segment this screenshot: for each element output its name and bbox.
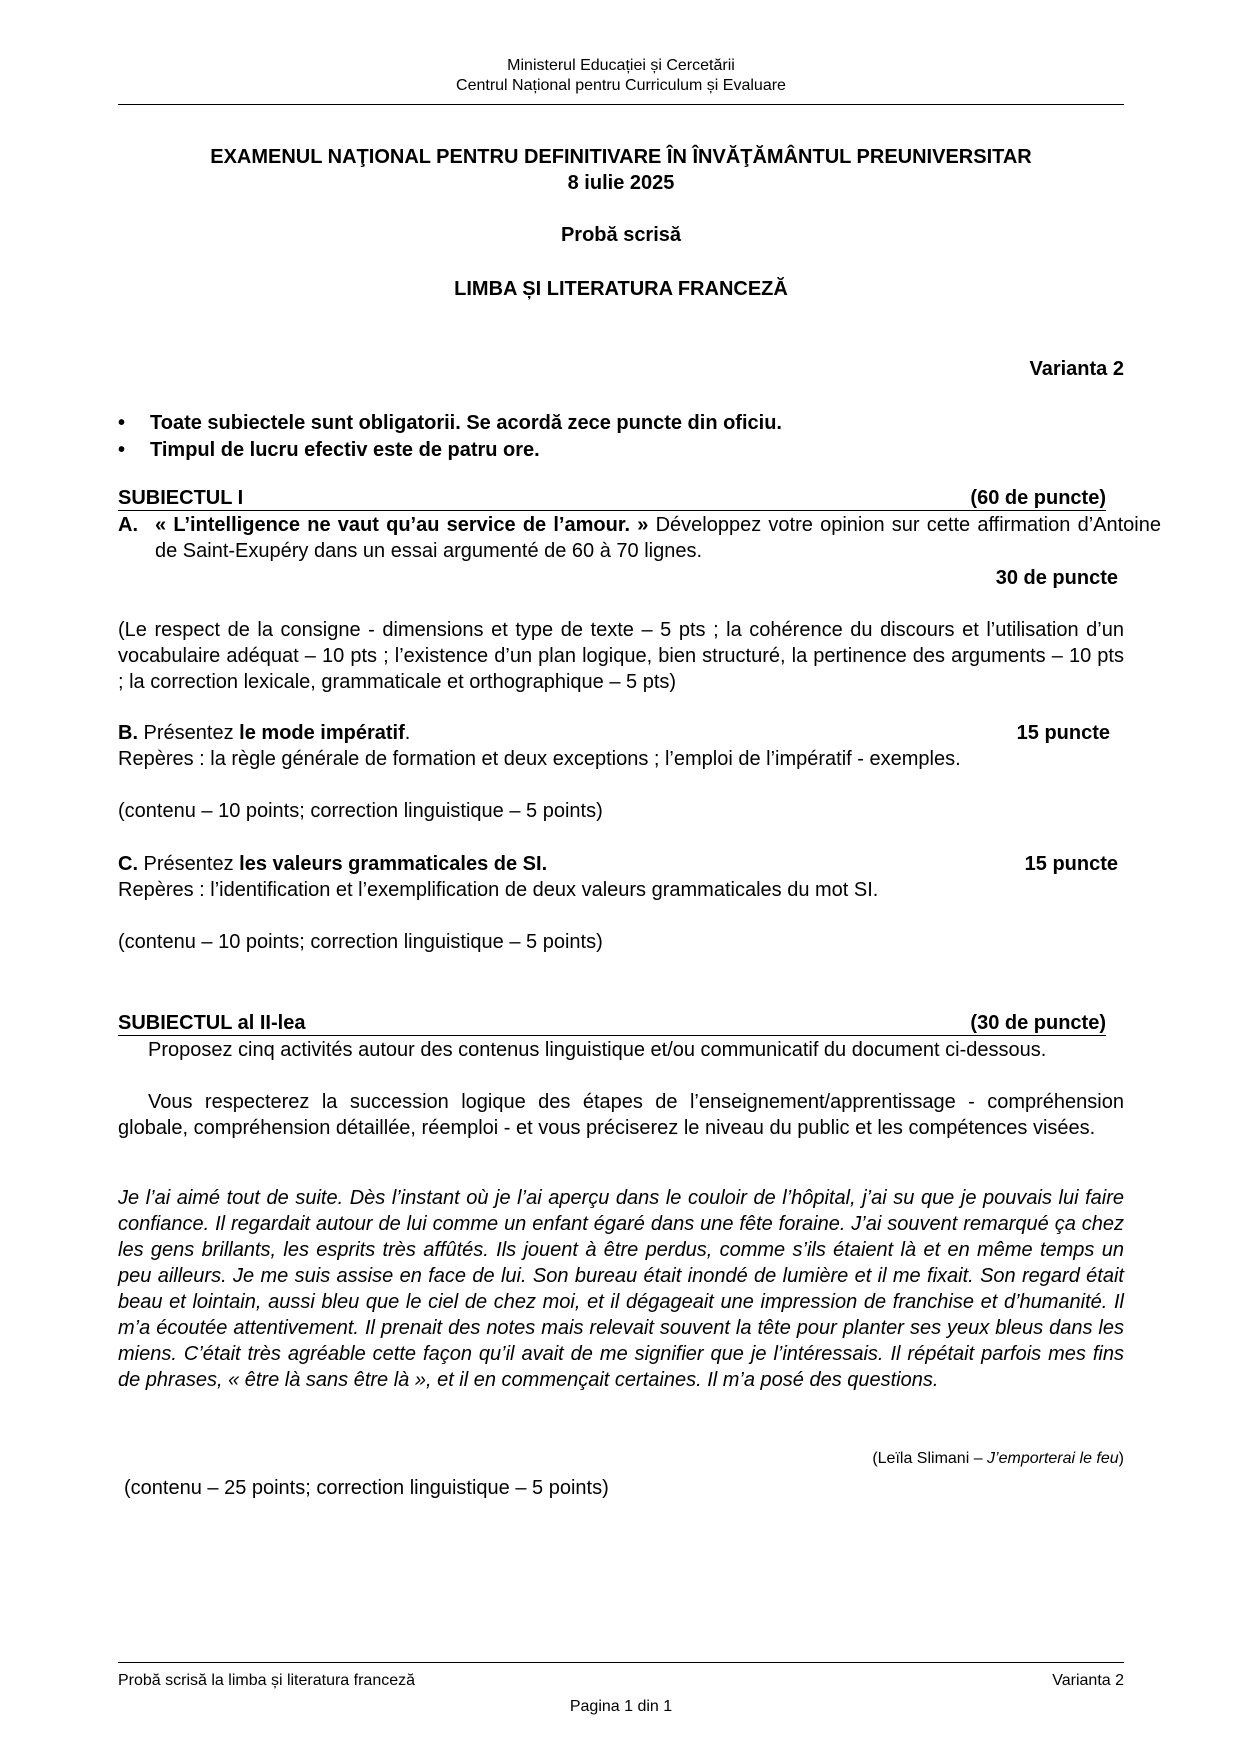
subject2-instruction-1: Proposez cinq activités autour des contenus linguistique et/ou communicatif du document ci-dessous.	[148, 1039, 1047, 1061]
exam-page	[118, 0, 1161, 1755]
footer-divider	[118, 1662, 1124, 1663]
ministry-name: Ministerul Educației și Cercetării	[507, 57, 735, 74]
rule-item: • Toate subiectele sunt obligatorii. Se acordă zece puncte din oficiu.	[118, 410, 782, 437]
subject1-points: (60 de puncte)	[970, 487, 1106, 509]
variant-label: Varianta 2	[1029, 358, 1124, 380]
footer-probe: Probă scrisă la limba și literatura franceză	[118, 1672, 416, 1689]
subject1-c-points: 15 puncte	[1024, 853, 1118, 875]
subject1-a-points: 30 de puncte	[995, 567, 1118, 589]
subject1-b-scoring: (contenu – 10 points; correction linguistique – 5 points)	[118, 800, 603, 822]
subject1-b-points: 15 puncte	[1016, 722, 1110, 744]
subject1-c-text: C. Présentez les valeurs grammaticales de SI.	[118, 853, 548, 875]
rule-item: • Timpul de lucru efectiv este de patru ore.	[118, 437, 782, 464]
subject1-c-reperes: Repères : l’identification et l’exemplification de deux valeurs grammaticales du mot SI.	[118, 879, 879, 901]
subject1-c-topic: les valeurs grammaticales de SI.	[239, 853, 548, 875]
subject2-heading	[118, 1010, 1106, 1036]
saint-exupery-quote: « L’intelligence ne vaut qu’au service de l’amour. »	[155, 514, 649, 536]
literary-excerpt: Je l’ai aimé tout de suite. Dès l’instant où je l’ai aperçu dans le couloir de l’hôpital, j’ai su que je pouvais lui faire confiance. Il regardait autour de lui comme un enfant égaré dans une fête foraine. J’ai souvent remarqué ça chez les gens brillants, les esprits très affûtés. Ils jouent à être perdus, comme s’ils étaient là et en même temps un peu ailleurs. Je me suis assise en face de lui. Son bureau était inondé de lumière et il me fixait. Son regard était beau et lointain, aussi bleu que le ciel de chez moi, et il dégageait une impression de franchise et d’humanité. Il m’a écoutée attentivement. Il prenait des notes mais relevait souvent la tête pour planter ses yeux bleus dans les miens. C’était très agréable cette façon qu’il avait de me signifier que je l’intéressais. Il répétait parfois mes fins de phrases, « être là sans être là », et il en commençait certaines. Il m’a posé des questions.	[118, 1187, 1124, 1391]
rules-list	[118, 410, 782, 464]
subject2-title: SUBIECTUL al II-lea	[118, 1012, 306, 1034]
subject1-heading	[118, 485, 1106, 511]
subject2-scoring: (contenu – 25 points; correction linguistique – 5 points)	[124, 1477, 609, 1499]
book-title: J’emporterai le feu	[987, 1450, 1119, 1467]
excerpt-source: (Leïla Slimani – J’emporterai le feu)	[872, 1450, 1124, 1467]
subject2-points: (30 de puncte)	[970, 1012, 1106, 1034]
footer-variant: Varianta 2	[1052, 1672, 1124, 1689]
subject1-b-reperes: Repères : la règle générale de formation et deux exceptions ; l’emploi de l’impératif - exemples.	[118, 748, 961, 770]
subject1-title: SUBIECTUL I	[118, 487, 244, 509]
subject-name: LIMBA ȘI LITERATURA FRANCEZĂ	[454, 278, 788, 300]
exam-date: 8 iulie 2025	[567, 172, 675, 194]
exam-title: EXAMENUL NAŢIONAL PENTRU DEFINITIVARE ÎN ÎNVĂŢĂMÂNTUL PREUNIVERSITAR	[210, 146, 1032, 168]
bullet-icon: •	[118, 412, 126, 434]
header-divider	[118, 104, 1124, 105]
exam-title-block	[118, 144, 1124, 196]
subject1-b-topic: le mode impératif	[239, 722, 405, 744]
subject1-c-scoring: (contenu – 10 points; correction linguistique – 5 points)	[118, 931, 603, 953]
page-number: Pagina 1 din 1	[569, 1698, 673, 1715]
bullet-icon: •	[118, 439, 126, 461]
subject1-a-criteria: (Le respect de la consigne - dimensions et type de texte – 5 pts ; la cohérence du discours et l’utilisation d’un vocabulaire adéquat – 10 pts ; l’existence d’un plan logique, bien structuré, la pertinence des arguments – 10 pts ; la correction lexicale, grammaticale et orthographique – 5 pts)	[118, 619, 1124, 693]
subject1-b-text: B. Présentez le mode impératif.	[118, 722, 411, 744]
institution-header	[118, 56, 1124, 96]
subject2-instruction-2: Vous respecterez la succession logique des étapes de l’enseignement/apprentissage - compréhension globale, compréhension détaillée, réemploi - et vous préciserez le niveau du public et les compétences visées.	[118, 1091, 1124, 1139]
probe-type: Probă scrisă	[560, 224, 682, 246]
center-name: Centrul Național pentru Curriculum și Evaluare	[456, 77, 786, 94]
subject1-a-text: A. « L’intelligence ne vaut qu’au service de l’amour. » Développez votre opinion sur cette affirmation d’Antoine de Saint-Exupéry dans un essai argumenté de 60 à 70 lignes.	[118, 514, 1161, 562]
